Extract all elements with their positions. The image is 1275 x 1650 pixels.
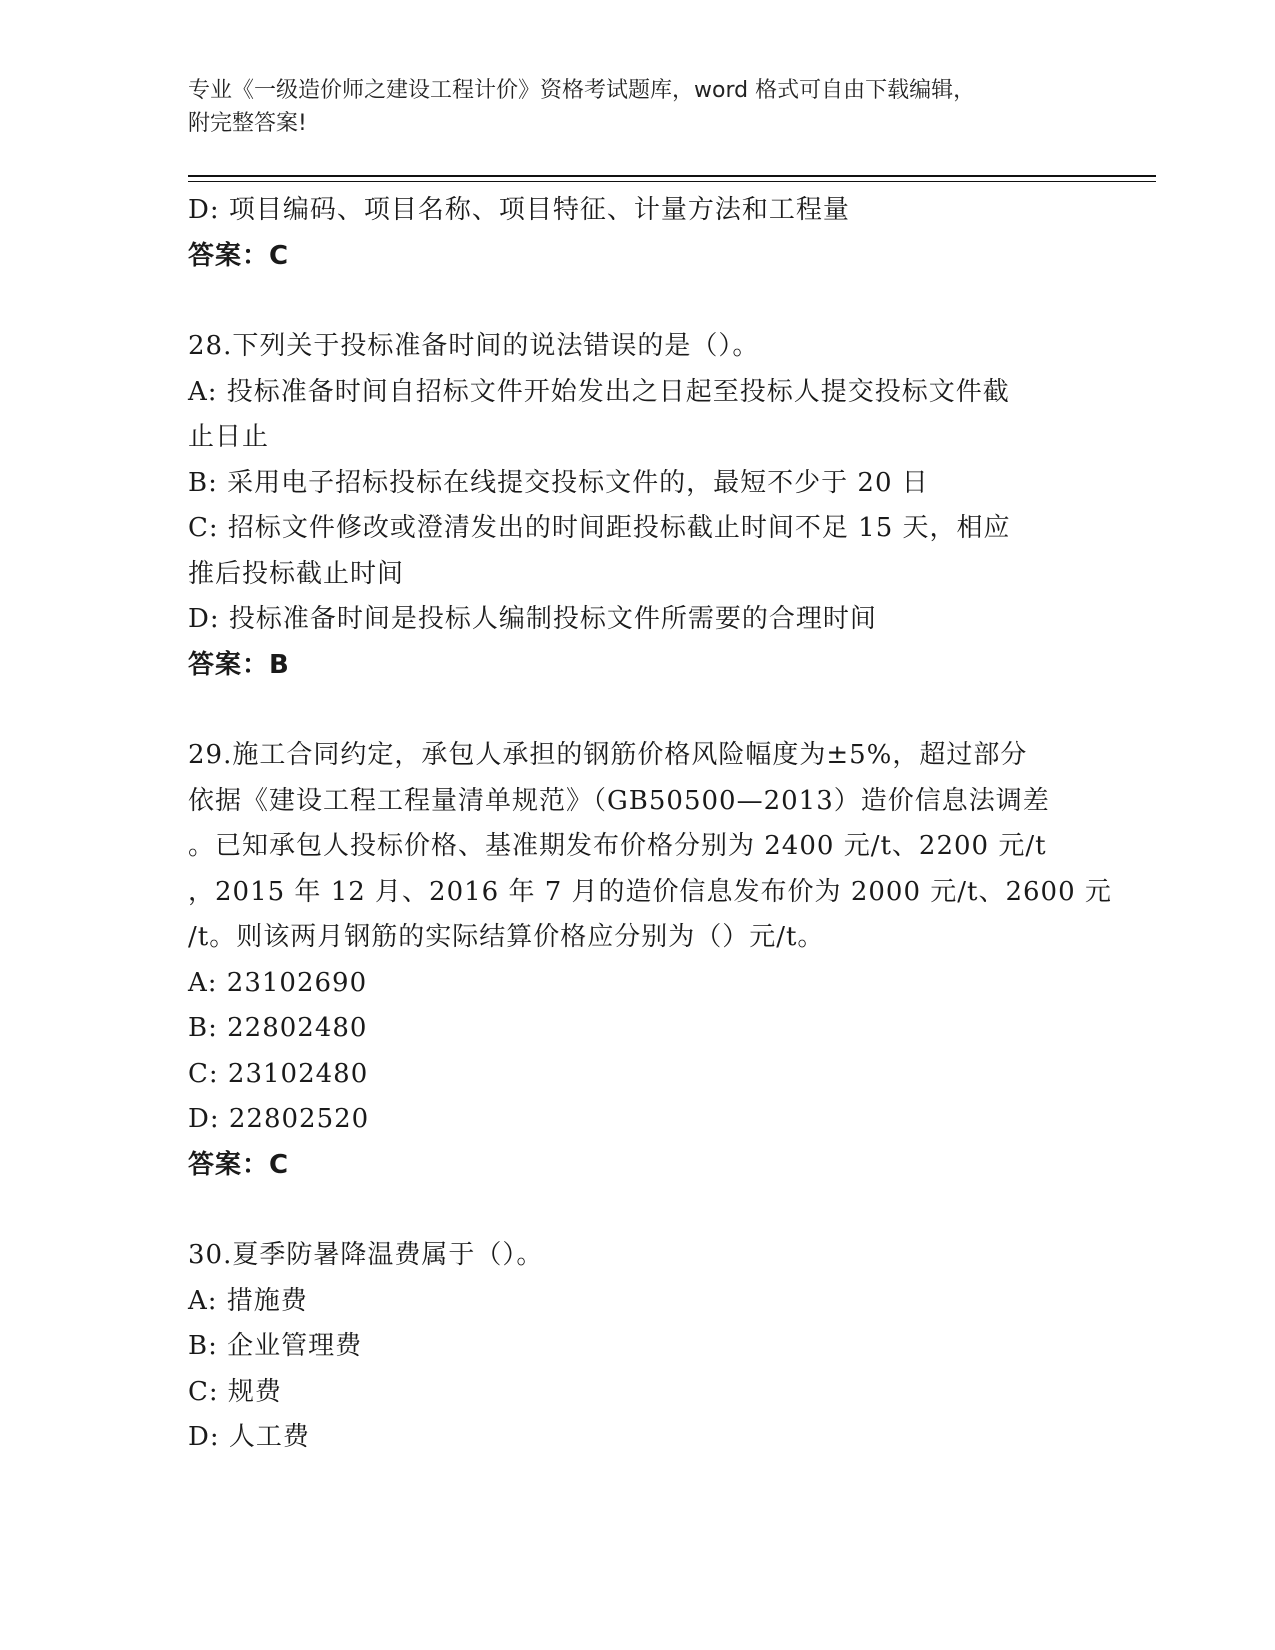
q28-answer: 答案：B bbox=[188, 649, 290, 680]
q29-option-c: C: 23102480 bbox=[188, 1058, 369, 1089]
q29-answer: 答案：C bbox=[188, 1149, 290, 1180]
q30-option-a: A: 措施费 bbox=[188, 1285, 308, 1316]
spacer bbox=[188, 1188, 1088, 1233]
q28-stem: 28.下列关于投标准备时间的说法错误的是（）。 bbox=[188, 331, 760, 361]
spacer bbox=[188, 279, 1088, 324]
question-29 bbox=[188, 733, 1112, 1188]
q28-option-c-line-1: C: 招标文件修改或澄清发出的时间距投标截止时间不足 15 天，相应 bbox=[188, 513, 1011, 543]
q28-option-d: D: 投标准备时间是投标人编制投标文件所需要的合理时间 bbox=[188, 604, 877, 634]
q28-option-b: B: 采用电子招标投标在线提交投标文件的，最短不少于 20 日 bbox=[188, 467, 929, 498]
question-list bbox=[188, 188, 1112, 1461]
question-28 bbox=[188, 324, 1088, 688]
q29-option-a: A: 23102690 bbox=[188, 967, 368, 998]
spacer bbox=[188, 688, 1088, 733]
header-line-2: 附完整答案! bbox=[188, 111, 307, 136]
q30-stem: 30.夏季防暑降温费属于（）。 bbox=[188, 1240, 544, 1270]
q27-answer: 答案：C bbox=[188, 240, 290, 271]
q30-option-c: C: 规费 bbox=[188, 1376, 282, 1407]
q27-option-d: D: 项目编码、项目名称、项目特征、计量方法和工程量 bbox=[188, 195, 850, 225]
q30-option-d: D: 人工费 bbox=[188, 1422, 310, 1452]
q29-option-d: D: 22802520 bbox=[188, 1104, 370, 1134]
question-30 bbox=[188, 1233, 1088, 1461]
q28-option-a-line-1: A: 投标准备时间自招标文件开始发出之日起至投标人提交投标文件截 bbox=[188, 376, 1010, 407]
q29-stem-line-2: 依据《建设工程工程量清单规范》（GB50500—2013）造价信息法调差 bbox=[188, 785, 1050, 816]
header-line-1: 专业《一级造价师之建设工程计价》资格考试题库，word 格式可自由下载编辑， bbox=[188, 78, 976, 103]
q28-option-a-line-2: 止日止 bbox=[188, 422, 270, 452]
q29-stem-line-5: /t。则该两月钢筋的实际结算价格应分别为（）元/t。 bbox=[188, 922, 825, 952]
document-header bbox=[188, 74, 1088, 140]
header-divider-thin bbox=[188, 181, 1156, 182]
header-divider-thick bbox=[188, 175, 1156, 177]
q30-option-b: B: 企业管理费 bbox=[188, 1331, 363, 1361]
q29-stem-line-3: 。已知承包人投标价格、基准期发布价格分别为 2400 元/t、2200 元/t bbox=[188, 831, 1047, 861]
question-27 bbox=[188, 188, 1088, 279]
q29-stem-line-4: ，2015 年 12 月、2016 年 7 月的造价信息发布价为 2000 元/t、2600 元 bbox=[188, 876, 1112, 907]
q29-option-b: B: 22802480 bbox=[188, 1013, 368, 1043]
q28-option-c-line-2: 推后投标截止时间 bbox=[188, 558, 405, 589]
q29-stem-line-1: 29.施工合同约定，承包人承担的钢筋价格风险幅度为±5%，超过部分 bbox=[188, 740, 1028, 770]
